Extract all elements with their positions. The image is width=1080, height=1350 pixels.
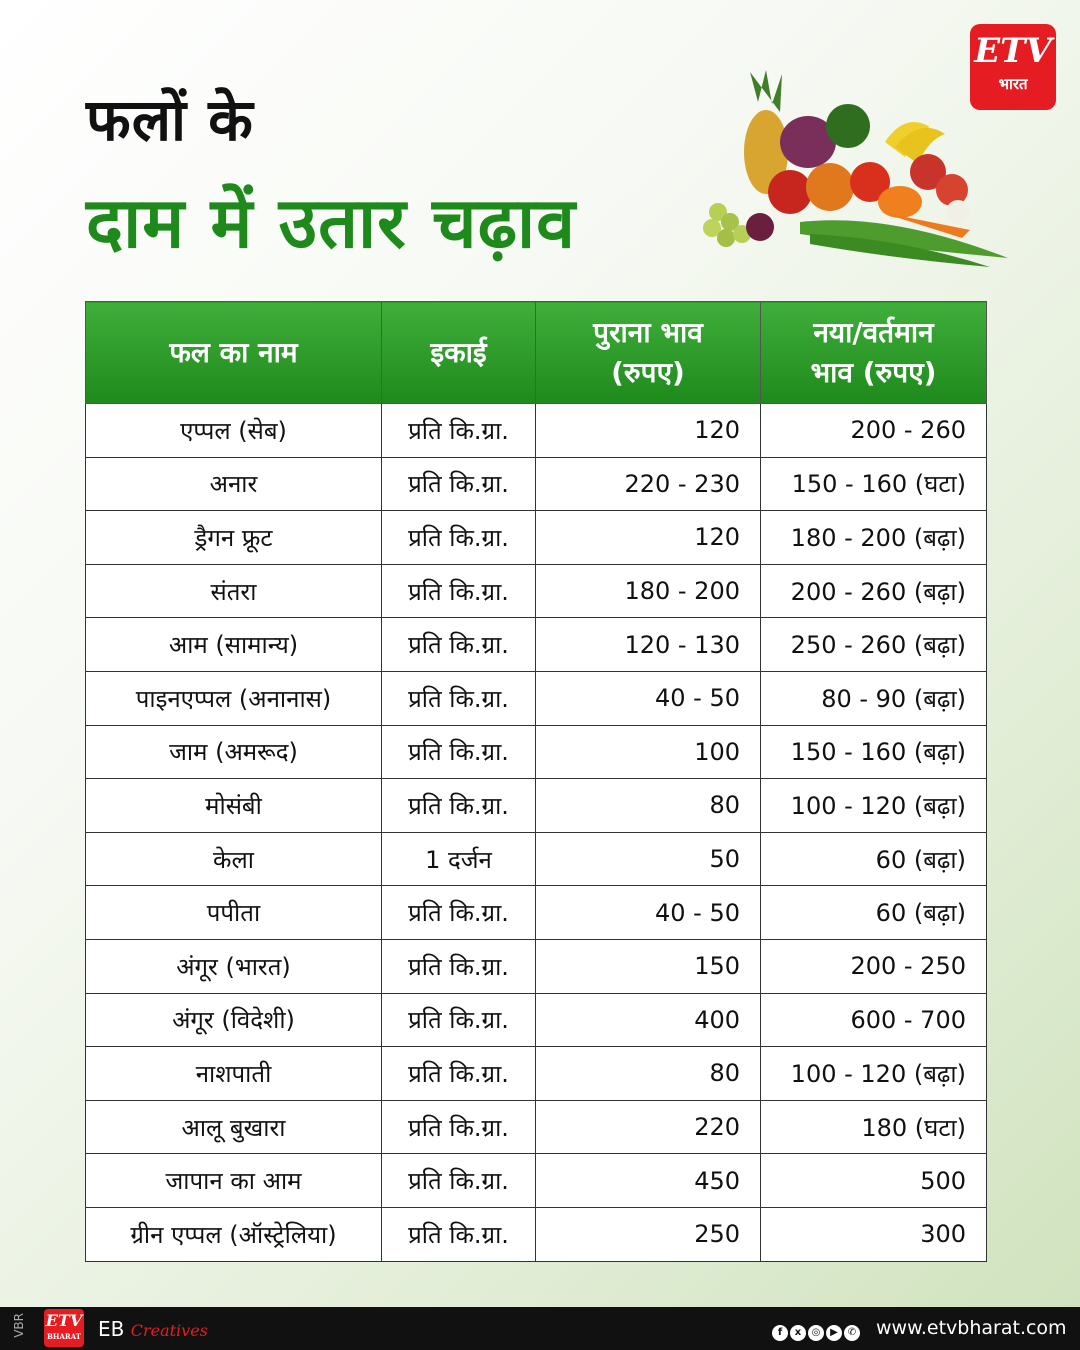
cell-old-price: 400 <box>536 993 761 1047</box>
cell-unit: प्रति कि.ग्रा. <box>382 886 536 940</box>
title-line-1: फलों के <box>86 86 254 154</box>
cell-old-price: 120 <box>536 404 761 458</box>
cell-old-price: 100 <box>536 725 761 779</box>
whatsapp-icon[interactable]: ✆ <box>844 1325 860 1341</box>
cell-new-price: 250 - 260 (बढ़ा) <box>761 618 987 672</box>
table-row <box>86 939 987 993</box>
header-new-price <box>761 302 987 404</box>
cell-old-price: 40 - 50 <box>536 671 761 725</box>
table-row <box>86 618 987 672</box>
cell-new-price: 60 (बढ़ा) <box>761 832 987 886</box>
header-old-price <box>536 302 761 404</box>
footer-logo-bharat: BHARAT <box>46 1332 82 1341</box>
cell-old-price: 40 - 50 <box>536 886 761 940</box>
cell-fruit-name: संतरा <box>86 564 382 618</box>
cell-new-price: 180 - 200 (बढ़ा) <box>761 511 987 565</box>
cell-old-price: 450 <box>536 1154 761 1208</box>
website-link[interactable]: www.etvbharat.com <box>876 1317 1067 1339</box>
cell-fruit-name: आलू बुखारा <box>86 1100 382 1154</box>
cell-old-price: 220 - 230 <box>536 457 761 511</box>
cell-new-price: 200 - 260 <box>761 404 987 458</box>
cell-unit: प्रति कि.ग्रा. <box>382 511 536 565</box>
cell-fruit-name: केला <box>86 832 382 886</box>
cell-new-price: 100 - 120 (बढ़ा) <box>761 779 987 833</box>
table-row <box>86 1154 987 1208</box>
cell-new-price: 500 <box>761 1154 987 1208</box>
header-unit: इकाई <box>382 302 536 404</box>
cell-unit: प्रति कि.ग्रा. <box>382 1207 536 1261</box>
cell-unit: 1 दर्जन <box>382 832 536 886</box>
cell-new-price: 100 - 120 (बढ़ा) <box>761 1047 987 1101</box>
cell-old-price: 80 <box>536 779 761 833</box>
cell-old-price: 120 <box>536 511 761 565</box>
creatives-text: Creatives <box>130 1321 208 1340</box>
cell-unit: प्रति कि.ग्रा. <box>382 779 536 833</box>
logo-bharat-text: भारत <box>998 75 1028 93</box>
cell-unit: प्रति कि.ग्रा. <box>382 993 536 1047</box>
cell-new-price: 300 <box>761 1207 987 1261</box>
youtube-icon[interactable]: ▶ <box>826 1325 842 1341</box>
cell-unit: प्रति कि.ग्रा. <box>382 1047 536 1101</box>
table-row <box>86 832 987 886</box>
footer-vbr: VBR <box>12 1313 26 1338</box>
footer-logo-etv: ETV <box>45 1311 83 1330</box>
table-row <box>86 404 987 458</box>
title-line-2: दाम में उतार चढ़ाव <box>86 182 577 264</box>
eb-text: EB <box>98 1317 125 1341</box>
cell-old-price: 250 <box>536 1207 761 1261</box>
cell-unit: प्रति कि.ग्रा. <box>382 457 536 511</box>
table-header-row <box>86 302 987 404</box>
cell-fruit-name: मोसंबी <box>86 779 382 833</box>
cell-unit: प्रति कि.ग्रा. <box>382 618 536 672</box>
table-row <box>86 725 987 779</box>
cell-unit: प्रति कि.ग्रा. <box>382 1100 536 1154</box>
cell-new-price: 200 - 260 (बढ़ा) <box>761 564 987 618</box>
cell-fruit-name: जापान का आम <box>86 1154 382 1208</box>
table-row <box>86 1207 987 1261</box>
cell-unit: प्रति कि.ग्रा. <box>382 564 536 618</box>
fruit-price-table <box>85 301 987 1262</box>
cell-fruit-name: पपीता <box>86 886 382 940</box>
cell-unit: प्रति कि.ग्रा. <box>382 671 536 725</box>
header-old-price-line1: पुराना भाव <box>593 315 703 349</box>
cell-fruit-name: नाशपाती <box>86 1047 382 1101</box>
eb-creatives-mark <box>98 1317 208 1341</box>
table-row <box>86 671 987 725</box>
table-row <box>86 779 987 833</box>
cell-unit: प्रति कि.ग्रा. <box>382 1154 536 1208</box>
x-icon[interactable]: x <box>790 1325 806 1341</box>
header-fruit-name: फल का नाम <box>86 302 382 404</box>
logo-etv-text: ETV <box>974 31 1052 71</box>
cell-fruit-name: पाइनएप्पल (अनानास) <box>86 671 382 725</box>
cell-old-price: 80 <box>536 1047 761 1101</box>
table-row <box>86 511 987 565</box>
cell-old-price: 180 - 200 <box>536 564 761 618</box>
fruits-vegetables-illustration <box>690 62 1010 282</box>
cell-fruit-name: अनार <box>86 457 382 511</box>
cell-old-price: 120 - 130 <box>536 618 761 672</box>
table-row <box>86 564 987 618</box>
footer-bar <box>0 1307 1080 1350</box>
header-old-price-line2: (रुपए) <box>611 355 685 389</box>
social-icons <box>772 1320 862 1341</box>
cell-fruit-name: एप्पल (सेब) <box>86 404 382 458</box>
table-row <box>86 457 987 511</box>
cell-new-price: 150 - 160 (घटा) <box>761 457 987 511</box>
cell-old-price: 220 <box>536 1100 761 1154</box>
cell-new-price: 60 (बढ़ा) <box>761 886 987 940</box>
cell-fruit-name: जाम (अमरूद) <box>86 725 382 779</box>
cell-fruit-name: आम (सामान्य) <box>86 618 382 672</box>
footer-etv-logo <box>44 1309 84 1347</box>
cell-old-price: 50 <box>536 832 761 886</box>
instagram-icon[interactable]: ◎ <box>808 1325 824 1341</box>
cell-new-price: 600 - 700 <box>761 993 987 1047</box>
table-row <box>86 886 987 940</box>
cell-fruit-name: ड्रैगन फ्रूट <box>86 511 382 565</box>
table-row <box>86 1100 987 1154</box>
cell-unit: प्रति कि.ग्रा. <box>382 404 536 458</box>
header-new-price-line2: भाव (रुपए) <box>810 355 937 389</box>
facebook-icon[interactable]: f <box>772 1325 788 1341</box>
header-new-price-line1: नया/वर्तमान <box>813 315 934 349</box>
cell-unit: प्रति कि.ग्रा. <box>382 725 536 779</box>
cell-fruit-name: अंगूर (विदेशी) <box>86 993 382 1047</box>
cell-new-price: 200 - 250 <box>761 939 987 993</box>
table-row <box>86 1047 987 1101</box>
cell-new-price: 180 (घटा) <box>761 1100 987 1154</box>
cell-new-price: 80 - 90 (बढ़ा) <box>761 671 987 725</box>
cell-fruit-name: अंगूर (भारत) <box>86 939 382 993</box>
cell-old-price: 150 <box>536 939 761 993</box>
cell-fruit-name: ग्रीन एप्पल (ऑस्ट्रेलिया) <box>86 1207 382 1261</box>
table-row <box>86 993 987 1047</box>
cell-unit: प्रति कि.ग्रा. <box>382 939 536 993</box>
cell-new-price: 150 - 160 (बढ़ा) <box>761 725 987 779</box>
